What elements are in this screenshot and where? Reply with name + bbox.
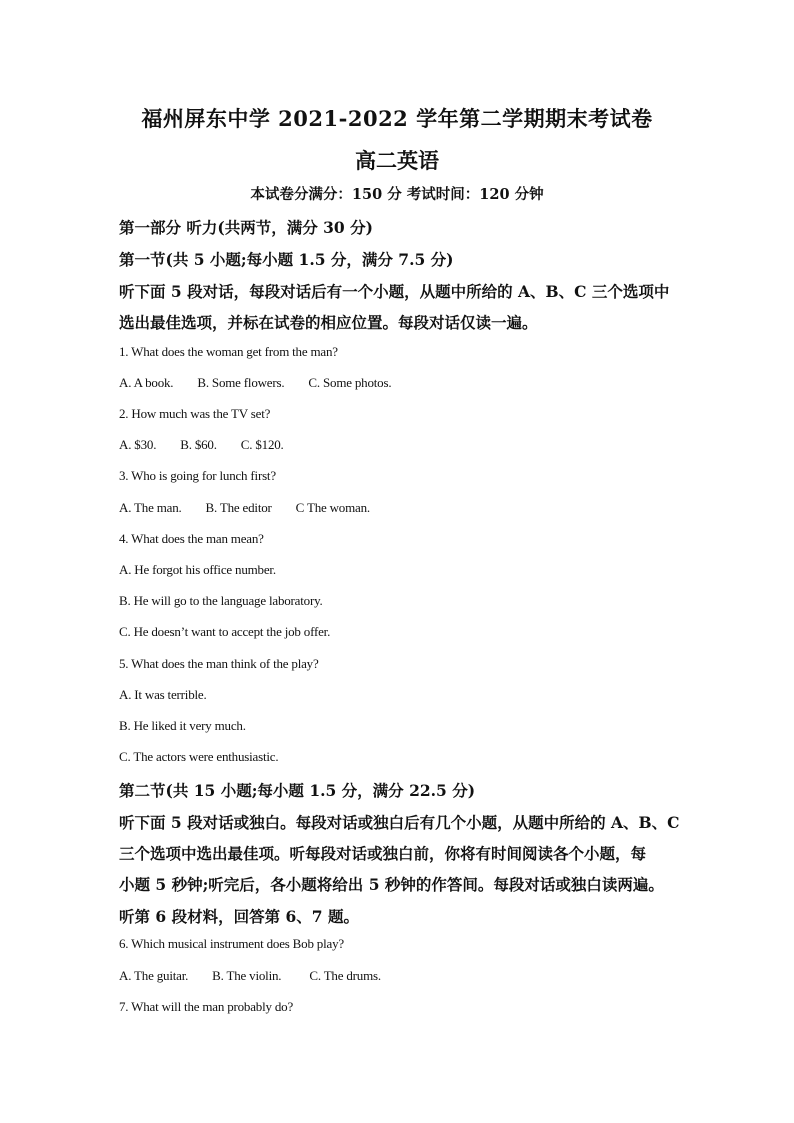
exam-title: 福州屏东中学 2021-2022 学年第二学期期末考试卷	[141, 106, 653, 131]
question-6-options	[119, 968, 381, 984]
question-5-option-c: C. The actors were enthusiastic.	[119, 749, 279, 764]
option-a: A. The man.	[119, 500, 182, 515]
question-3: 3. Who is going for lunch first?	[119, 468, 276, 483]
question-5: 5. What does the man think of the play?	[119, 656, 319, 671]
question-6: 6. Which musical instrument does Bob play?	[119, 936, 344, 951]
material-6-heading: 听第 6 段材料，回答第 6、7 题。	[119, 907, 359, 926]
section2-instruction-line-3: 小题 5 秒钟;听完后，各小题将给出 5 秒钟的作答间。每段对话或独白读两遍。	[119, 875, 664, 894]
option-b: B. The editor	[205, 500, 272, 515]
question-2: 2. How much was the TV set?	[119, 406, 271, 421]
question-4: 4. What does the man mean?	[119, 531, 264, 546]
section1-instruction-line-1: 听下面 5 段对话，每段对话后有一个小题，从题中所给的 A、B、C 三个选项中	[119, 282, 670, 301]
question-7: 7. What will the man probably do?	[119, 999, 294, 1014]
question-1-options	[119, 375, 391, 391]
question-3-options	[119, 500, 370, 516]
exam-subtitle: 高二英语	[355, 148, 439, 173]
exam-info: 本试卷分满分：150 分 考试时间：120 分钟	[250, 186, 544, 203]
section2-heading: 第二节(共 15 小题;每小题 1.5 分，满分 22.5 分)	[119, 781, 476, 800]
option-c: C The woman.	[295, 500, 370, 515]
section2-instruction-line-1: 听下面 5 段对话或独白。每段对话或独白后有几个小题，从题中所给的 A、B、C	[119, 813, 680, 832]
option-b: B. $60.	[180, 437, 217, 452]
question-4-option-b: B. He will go to the language laboratory.	[119, 593, 323, 608]
option-c: C. Some photos.	[308, 375, 392, 390]
option-c: C. $120.	[240, 437, 284, 452]
option-a: A. A book.	[119, 375, 174, 390]
section1-heading: 第一节(共 5 小题;每小题 1.5 分，满分 7.5 分)	[119, 250, 454, 269]
section2-instruction-line-2: 三个选项中选出最佳项。听每段对话或独白前，你将有时间阅读各个小题，每	[119, 844, 647, 863]
option-a: A. The guitar.	[119, 968, 189, 983]
option-b: B. Some flowers.	[197, 375, 285, 390]
question-4-option-a: A. He forgot his office number.	[119, 562, 276, 577]
section1-instruction-line-2: 选出最佳选项，并标在试卷的相应位置。每段对话仅读一遍。	[119, 313, 538, 332]
question-5-option-b: B. He liked it very much.	[119, 718, 246, 733]
question-4-option-c: C. He doesn’t want to accept the job offer.	[119, 624, 331, 639]
option-b: B. The violin.	[212, 968, 282, 983]
question-5-option-a: A. It was terrible.	[119, 687, 207, 702]
part1-heading: 第一部分 听力(共两节，满分 30 分)	[119, 218, 373, 237]
question-2-options	[119, 437, 284, 453]
option-c: C. The drums.	[309, 968, 381, 983]
question-1: 1. What does the woman get from the man?	[119, 344, 338, 359]
option-a: A. $30.	[119, 437, 157, 452]
